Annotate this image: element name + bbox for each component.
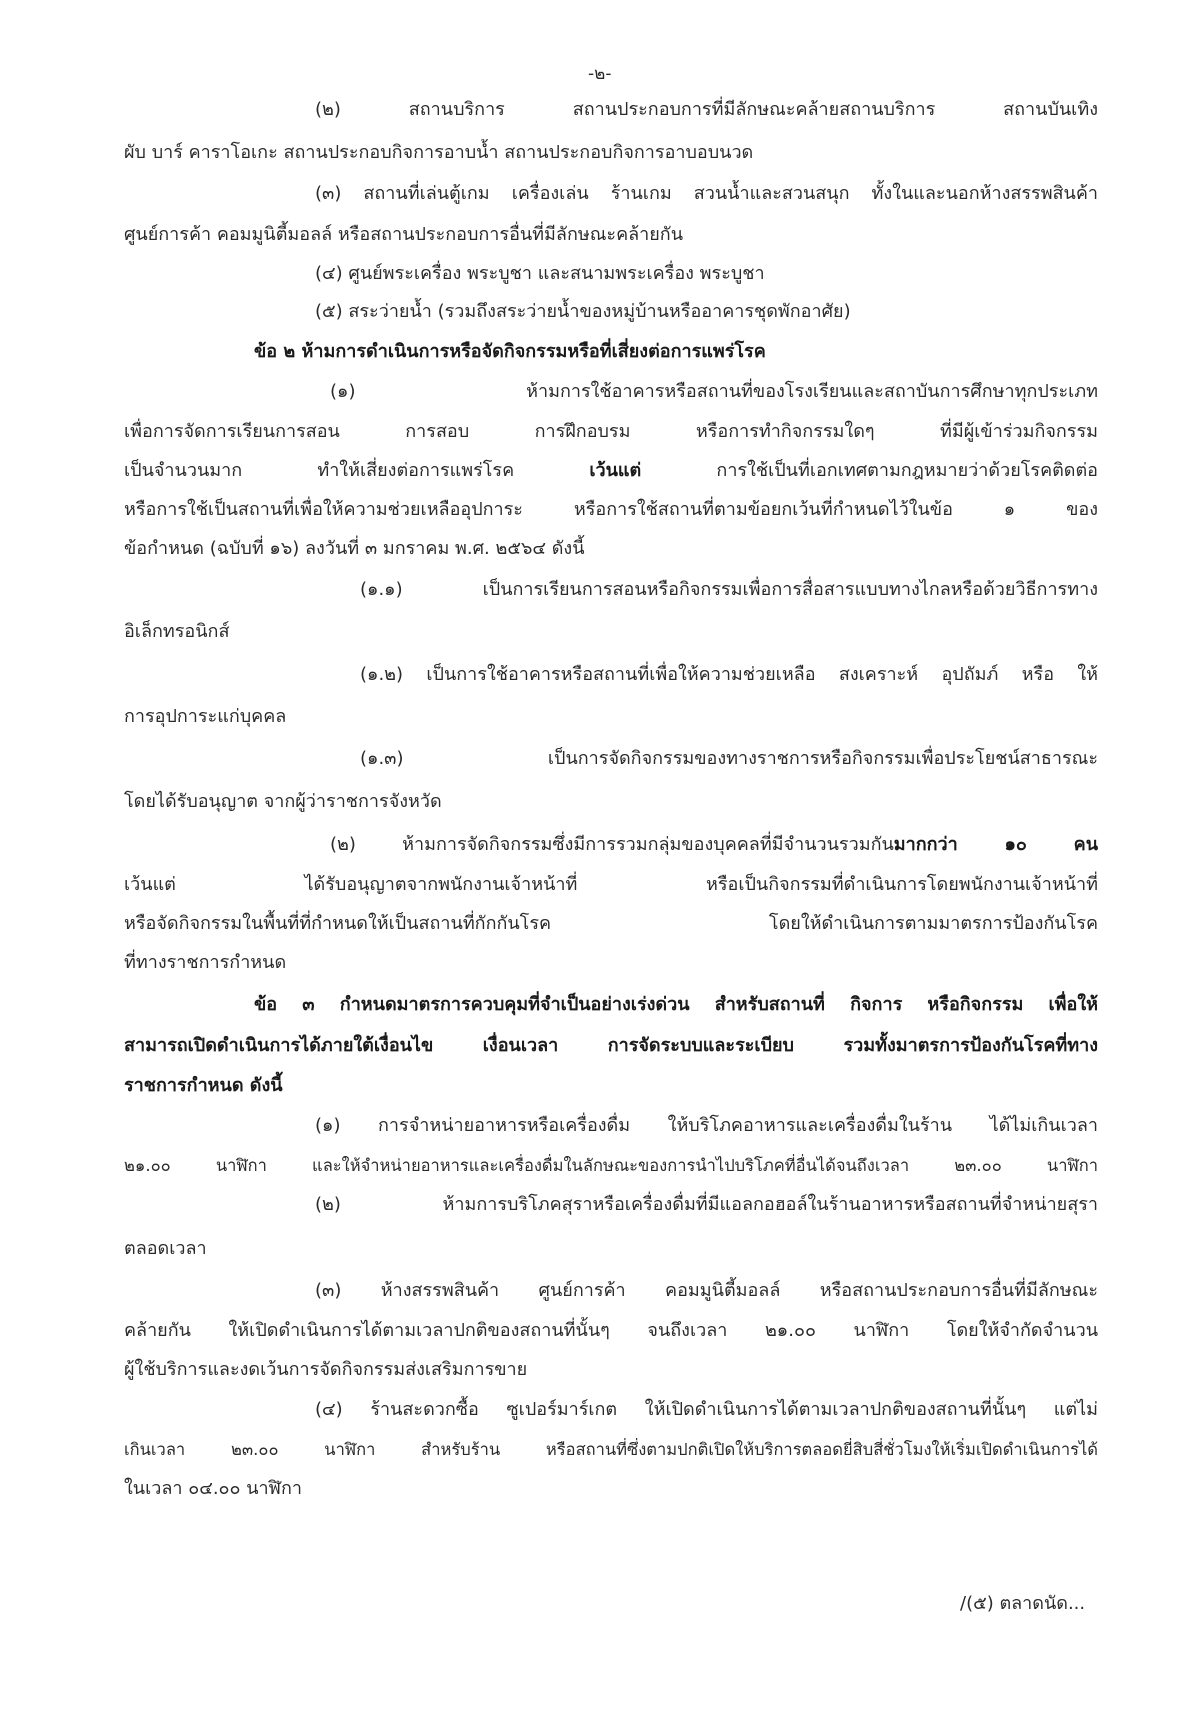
paragraph-line: (๑.๒) เป็นการใช้อาคารหรือสถานที่เพื่อให้ความช่วยเหลือ สงเคราะห์ อุปถัมภ์ หรือ ให้	[360, 664, 1098, 685]
text-segment: เป็นจำนวนมาก ทำให้เสี่ยงต่อการแพร่โรค	[124, 460, 590, 481]
paragraph-line: เว้นแต่ ได้รับอนุญาตจากพนักงานเจ้าหน้าที่ หรือเป็นกิจกรรมที่ดำเนินการโดยพนักงานเจ้าหน้าที่	[124, 874, 1098, 895]
emphasis-text: มากกว่า ๑๐ คน	[893, 834, 1099, 855]
page-number: -๒-	[588, 64, 612, 84]
text-segment: การใช้เป็นที่เอกเทศตามกฎหมายว่าด้วยโรคติดต่อ	[641, 460, 1098, 481]
paragraph-line: เพื่อการจัดการเรียนการสอน การสอบ การฝึกอบรม หรือการทำกิจกรรมใดๆ ที่มีผู้เข้าร่วมกิจกรรม	[124, 421, 1098, 442]
continuation-marker: /(๕) ตลาดนัด...	[960, 1593, 1086, 1614]
paragraph-line: การอุปการะแก่บุคคล	[124, 706, 287, 727]
section-heading-3: ข้อ ๓ กำหนดมาตรการควบคุมที่จำเป็นอย่างเร่งด่วน สำหรับสถานที่ กิจการ หรือกิจกรรม เพื่อให้	[254, 994, 1098, 1015]
paragraph-line: (๓) ห้างสรรพสินค้า ศูนย์การค้า คอมมูนิตี้มอลล์ หรือสถานประกอบการอื่นที่มีลักษณะ	[315, 1280, 1098, 1301]
paragraph-line: ในเวลา ๐๔.๐๐ นาฬิกา	[124, 1478, 302, 1499]
paragraph-line	[330, 833, 1098, 857]
paragraph-line: (๑.๓) เป็นการจัดกิจกรรมของทางราชการหรือกิจกรรมเพื่อประโยชน์สาธารณะ	[360, 748, 1098, 769]
paragraph-line: คล้ายกัน ให้เปิดดำเนินการได้ตามเวลาปกติของสถานที่นั้นๆ จนถึงเวลา ๒๑.๐๐ นาฬิกา โดยให้จำกัดจำนวน	[124, 1320, 1098, 1341]
section-heading-2: ข้อ ๒ ห้ามการดำเนินการหรือจัดกิจกรรมหรือที่เสี่ยงต่อการแพร่โรค	[254, 341, 766, 362]
paragraph-line: (๓) สถานที่เล่นตู้เกม เครื่องเล่น ร้านเกม สวนน้ำและสวนสนุก ทั้งในและนอกห้างสรรพสินค้า	[315, 183, 1098, 204]
paragraph-line: (๑) การจำหน่ายอาหารหรือเครื่องดื่ม ให้บริโภคอาหารและเครื่องดื่มในร้าน ได้ไม่เกินเวลา	[315, 1115, 1098, 1136]
paragraph-line: ๒๑.๐๐ นาฬิกา และให้จำหน่ายอาหารและเครื่องดื่มในลักษณะของการนำไปบริโภคที่อื่นได้จนถึงเวลา ๒๓.๐๐ นาฬิกา	[124, 1156, 1098, 1175]
text-segment: (๒) ห้ามการจัดกิจกรรมซึ่งมีการรวมกลุ่มของบุคคลที่มีจำนวนรวมกัน	[330, 834, 894, 855]
paragraph-line: (๑) ห้ามการใช้อาคารหรือสถานที่ของโรงเรียนและสถาบันการศึกษาทุกประเภท	[330, 381, 1098, 402]
paragraph-line: ผับ บาร์ คาราโอเกะ สถานประกอบกิจการอาบน้ำ สถานประกอบกิจการอาบอบนวด	[124, 142, 754, 163]
emphasis-text: เว้นแต่	[589, 460, 642, 481]
paragraph-line: (๑.๑) เป็นการเรียนการสอนหรือกิจกรรมเพื่อการสื่อสารแบบทางไกลหรือด้วยวิธีการทาง	[360, 579, 1098, 600]
paragraph-line: โดยได้รับอนุญาต จากผู้ว่าราชการจังหวัด	[124, 791, 442, 812]
paragraph-line: (๒) ห้ามการบริโภคสุราหรือเครื่องดื่มที่มีแอลกอฮอล์ในร้านอาหารหรือสถานที่จำหน่ายสุรา	[315, 1194, 1098, 1215]
paragraph-line: เกินเวลา ๒๓.๐๐ นาฬิกา สำหรับร้าน หรือสถานที่ซึ่งตามปกติเปิดให้บริการตลอดยี่สิบสี่ชั่วโมงให้เริ่มเปิดดำเนินการได้	[124, 1440, 1098, 1459]
paragraph-line: อิเล็กทรอนิกส์	[124, 621, 230, 642]
paragraph-line: (๒) สถานบริการ สถานประกอบการที่มีลักษณะคล้ายสถานบริการ สถานบันเทิง	[315, 99, 1098, 120]
paragraph-line: (๔) ร้านสะดวกซื้อ ซูเปอร์มาร์เกต ให้เปิดดำเนินการได้ตามเวลาปกติของสถานที่นั้นๆ แต่ไม่	[315, 1399, 1098, 1420]
paragraph-line	[124, 459, 1098, 483]
paragraph-line: หรือการใช้เป็นสถานที่เพื่อให้ความช่วยเหลืออุปการะ หรือการใช้สถานที่ตามข้อยกเว้นที่กำหนดไว้ในข้อ ๑ ของ	[124, 499, 1098, 520]
paragraph-line: ผู้ใช้บริการและงดเว้นการจัดกิจกรรมส่งเสริมการขาย	[124, 1359, 528, 1380]
paragraph-line: (๕) สระว่ายน้ำ (รวมถึงสระว่ายน้ำของหมู่บ้านหรืออาคารชุดพักอาศัย)	[315, 301, 851, 322]
section-heading-3-cont: สามารถเปิดดำเนินการได้ภายใต้เงื่อนไข เงื่อนเวลา การจัดระบบและระเบียบ รวมทั้งมาตรการป้องกันโรคที่ทาง	[124, 1035, 1098, 1056]
section-heading-3-cont: ราชการกำหนด ดังนี้	[124, 1075, 283, 1096]
paragraph-line: ข้อกำหนด (ฉบับที่ ๑๖) ลงวันที่ ๓ มกราคม พ.ศ. ๒๕๖๔ ดังนี้	[124, 538, 585, 559]
paragraph-line: ตลอดเวลา	[124, 1238, 207, 1259]
paragraph-line: ศูนย์การค้า คอมมูนิตี้มอลล์ หรือสถานประกอบการอื่นที่มีลักษณะคล้ายกัน	[124, 224, 684, 245]
paragraph-line: หรือจัดกิจกรรมในพื้นที่ที่กำหนดให้เป็นสถานที่กักกันโรค โดยให้ดำเนินการตามมาตรการป้องกันโรค	[124, 913, 1098, 934]
paragraph-line: ที่ทางราชการกำหนด	[124, 952, 287, 973]
paragraph-line: (๔) ศูนย์พระเครื่อง พระบูชา และสนามพระเครื่อง พระบูชา	[315, 263, 765, 284]
